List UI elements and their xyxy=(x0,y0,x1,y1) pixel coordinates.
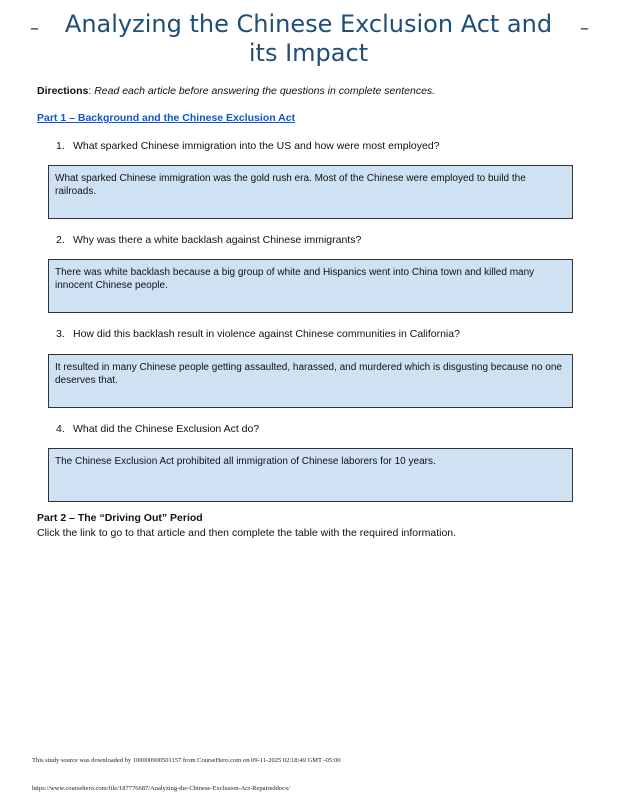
answer-box-3[interactable]: It resulted in many Chinese people getting assaulted, harassed, and murdered which is disgusting because no one deserves that. xyxy=(48,354,573,408)
question-number: 1. xyxy=(56,140,65,152)
question-number: 2. xyxy=(56,234,65,246)
part1-link[interactable]: Part 1 – Background and the Chinese Exclusion Act xyxy=(37,112,296,124)
question-number: 3. xyxy=(56,328,65,340)
page-title: Analyzing the Chinese Exclusion Act and its Impact xyxy=(64,10,553,67)
answer-box-2[interactable]: There was white backlash because a big group of white and Hispanics went into China town and killed many innocent Chinese people. xyxy=(48,259,573,313)
question-text: Why was there a white backlash against Chinese immigrants? xyxy=(73,234,362,246)
question-1 xyxy=(56,140,440,152)
question-number: 4. xyxy=(56,423,65,435)
answer-box-1[interactable]: What sparked Chinese immigration was the gold rush era. Most of the Chinese were employed to build the railroads. xyxy=(48,165,573,219)
question-4 xyxy=(56,423,259,435)
question-text: What did the Chinese Exclusion Act do? xyxy=(73,423,260,435)
directions-text: Read each article before answering the questions in complete sentences. xyxy=(94,85,436,97)
part2-description: Click the link to go to that article and then complete the table with the required information. xyxy=(37,527,457,539)
answer-box-4[interactable]: The Chinese Exclusion Act prohibited all immigration of Chinese laborers for 10 years. xyxy=(48,448,573,502)
question-text: What sparked Chinese immigration into the US and how were most employed? xyxy=(73,140,440,152)
directions-separator: : xyxy=(88,85,95,97)
question-text: How did this backlash result in violence against Chinese communities in California? xyxy=(73,328,460,340)
title-row xyxy=(0,10,617,72)
footer-url-line[interactable]: https://www.coursehero.com/file/187776687/Analyzing-the-Chinese-Exclusion-Act-Repaireddocx/ xyxy=(32,785,291,792)
title-dash-left: – xyxy=(30,18,39,39)
title-dash-right: – xyxy=(580,18,589,39)
directions xyxy=(37,85,435,97)
footer-source-line: This study source was downloaded by 100000900501157 from CourseHero.com on 09-11-2025 02:18:49 GMT -05:00 xyxy=(32,757,341,764)
question-3 xyxy=(56,328,460,340)
directions-label: Directions xyxy=(37,85,89,97)
part2-title: Part 2 – The “Driving Out” Period xyxy=(37,512,203,524)
question-2 xyxy=(56,234,361,246)
